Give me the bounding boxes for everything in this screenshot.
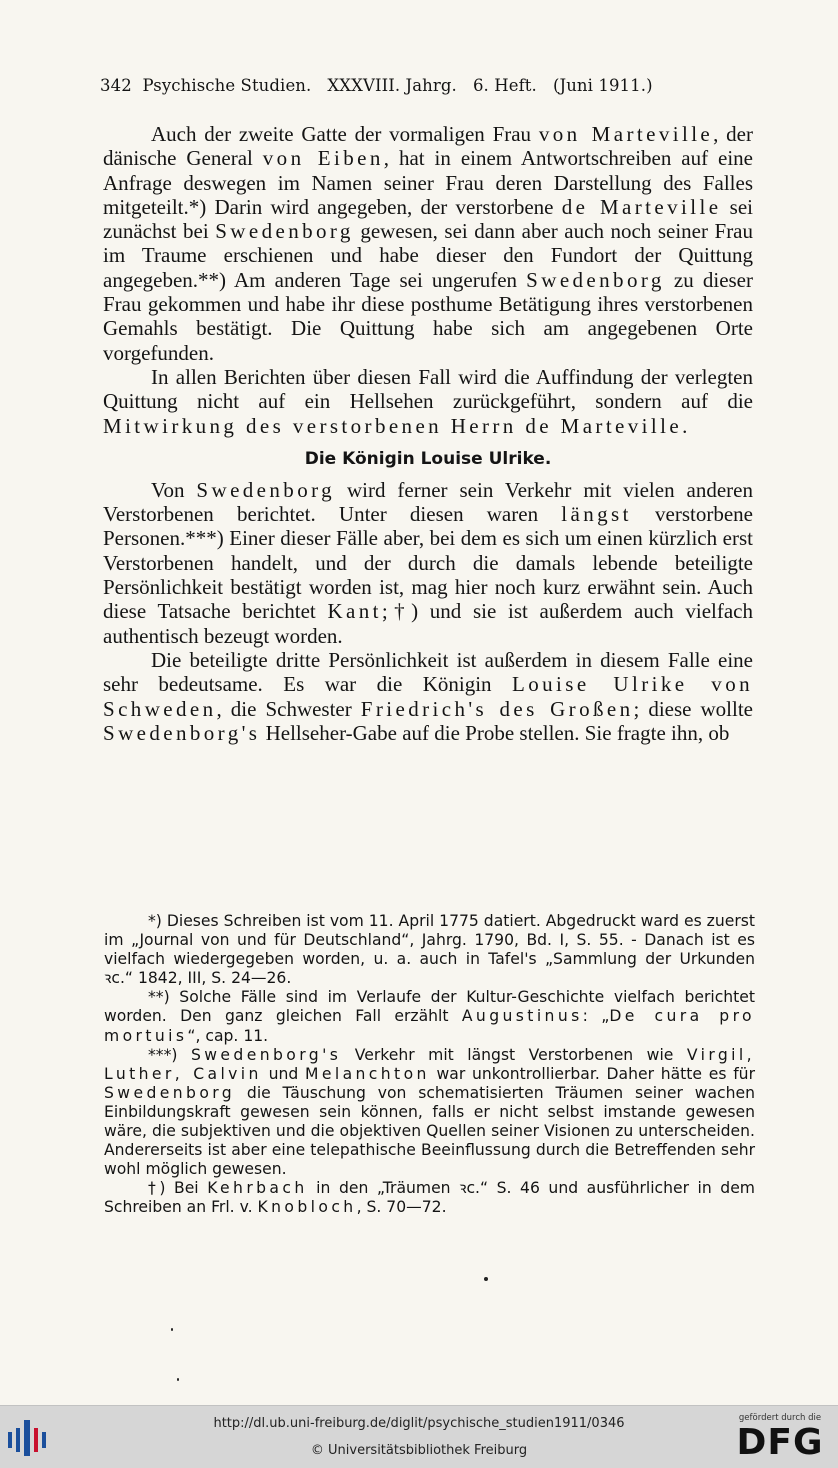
permalink-url[interactable]: http://dl.ub.uni-freiburg.de/diglit/psychische_studien1911/0346 xyxy=(213,1416,625,1431)
footnote-4: †) Bei Kehrbach in den „Träumen ꝛc.“ S. 46 und ausführlicher in dem Schreiben an Frl. v. Knobloch, S. 70—72. xyxy=(104,1179,755,1217)
copyright-notice: © Universitätsbibliothek Freiburg xyxy=(310,1443,528,1458)
page-number: 342 xyxy=(100,76,132,95)
paragraph-berichte: In allen Berichten über diesen Fall wird die Auffindung der verlegten Quittung nicht auf ein Hellsehen zurückgeführt, sondern auf die Mitwirkung des verstorbenen Herrn de Marteville. xyxy=(103,364,753,438)
section-heading: Die Königin Louise Ulrike. xyxy=(304,448,552,469)
main-text xyxy=(103,122,753,745)
footnote-1: *) Dieses Schreiben ist vom 11. April 1775 datiert. Abgedruckt ward es zuerst im „Journal von und für Deutschland“, Jahrg. 1790, Bd. I, S. 55. - Danach ist es vielfach wiedergegeben worden, u. a. auch in Tafel's „Sammlung der Urkunden ꝛc.“ 1842, III, S. 24—26. xyxy=(104,912,755,988)
footnotes xyxy=(104,912,755,1218)
issue-date: (Juni 1911.) xyxy=(552,76,653,95)
paragraph-marteville: Auch der zweite Gatte der vormaligen Frau von Marteville, der dänische General von Eiben, hat in einem Antwortschreiben auf eine Anfrage deswegen im Namen seiner Frau deren Darstellung des Falles mitgeteilt.*) Darin wird angegeben, der verstorbene de Marteville sei zunächst bei Swedenborg gewesen, sei dann aber auch noch seiner Frau im Traume erschienen und habe dieser den Fundort der Quittung angegeben.**) Am anderen Tage sei ungerufen Swedenborg zu dieser Frau gekommen und habe ihr diese posthume Betätigung ihres verstorbenen Gemahls bestätigt. Die Quittung habe sich am angegebenen Orte vorgefunden. xyxy=(103,122,754,365)
paragraph-verkehr: Von Swedenborg wird ferner sein Verkehr mit vielen anderen Verstorbenen berichtet. Unter diesen waren längst verstorbene Personen.***) Einer dieser Fälle aber, bei dem es sich um einen kürzlich erst Verstorbenen handelt, und der durch die damals lebende beteiligte Persönlichkeit bestätigt worden ist, mag hier noch kurz erwähnt sein. Auch diese Tatsache berichtet Kant;†) und sie ist außerdem auch vielfach authentisch bezeugt worden. xyxy=(103,477,753,648)
dfg-caption: gefördert durch die xyxy=(738,1413,822,1423)
running-title: Psychische Studien. xyxy=(142,76,312,95)
issue-label: 6. Heft. xyxy=(472,76,537,95)
scan-speck xyxy=(177,1378,179,1381)
footnote-2: **) Solche Fälle sind im Verlaufe der Kultur-Geschichte vielfach berichtet worden. Den ganz gleichen Fall erzählt Augustinus: „De cura pro mortuis“, cap. 11. xyxy=(104,988,755,1045)
scan-speck xyxy=(171,1328,173,1331)
volume-label: XXXVIII. Jahrg. xyxy=(327,76,457,95)
dfg-logo[interactable]: DFG xyxy=(736,1422,824,1463)
viewer-footer xyxy=(0,1405,838,1468)
footnote-3: ***) Swedenborg's Verkehr mit längst Verstorbenen wie Virgil, Luther, Calvin und Melanchton war unkontrollierbar. Daher hätte es für Swedenborg die Täuschung von schematisierten Träumen seiner wachen Einbildungskraft gewesen sein können, falls er nicht selbst imstande gewesen wäre, die subjektiven und die objektiven Quellen seiner Visionen zu unterscheiden. Andererseits ist aber eine telepathische Beeinflussung durch die Betreffenden sehr wohl möglich gewesen. xyxy=(104,1045,755,1179)
scan-speck xyxy=(484,1277,488,1281)
paragraph-koenigin: Die beteiligte dritte Persönlichkeit ist außerdem in diesem Falle eine sehr bedeutsame. Es war die Königin Louise Ulrike von Schweden, die Schwester Friedrich's des Großen; diese wollte Swedenborg's Hellseher-Gabe auf die Probe stellen. Sie fragte ihn, ob xyxy=(103,647,753,745)
running-header xyxy=(100,76,752,95)
